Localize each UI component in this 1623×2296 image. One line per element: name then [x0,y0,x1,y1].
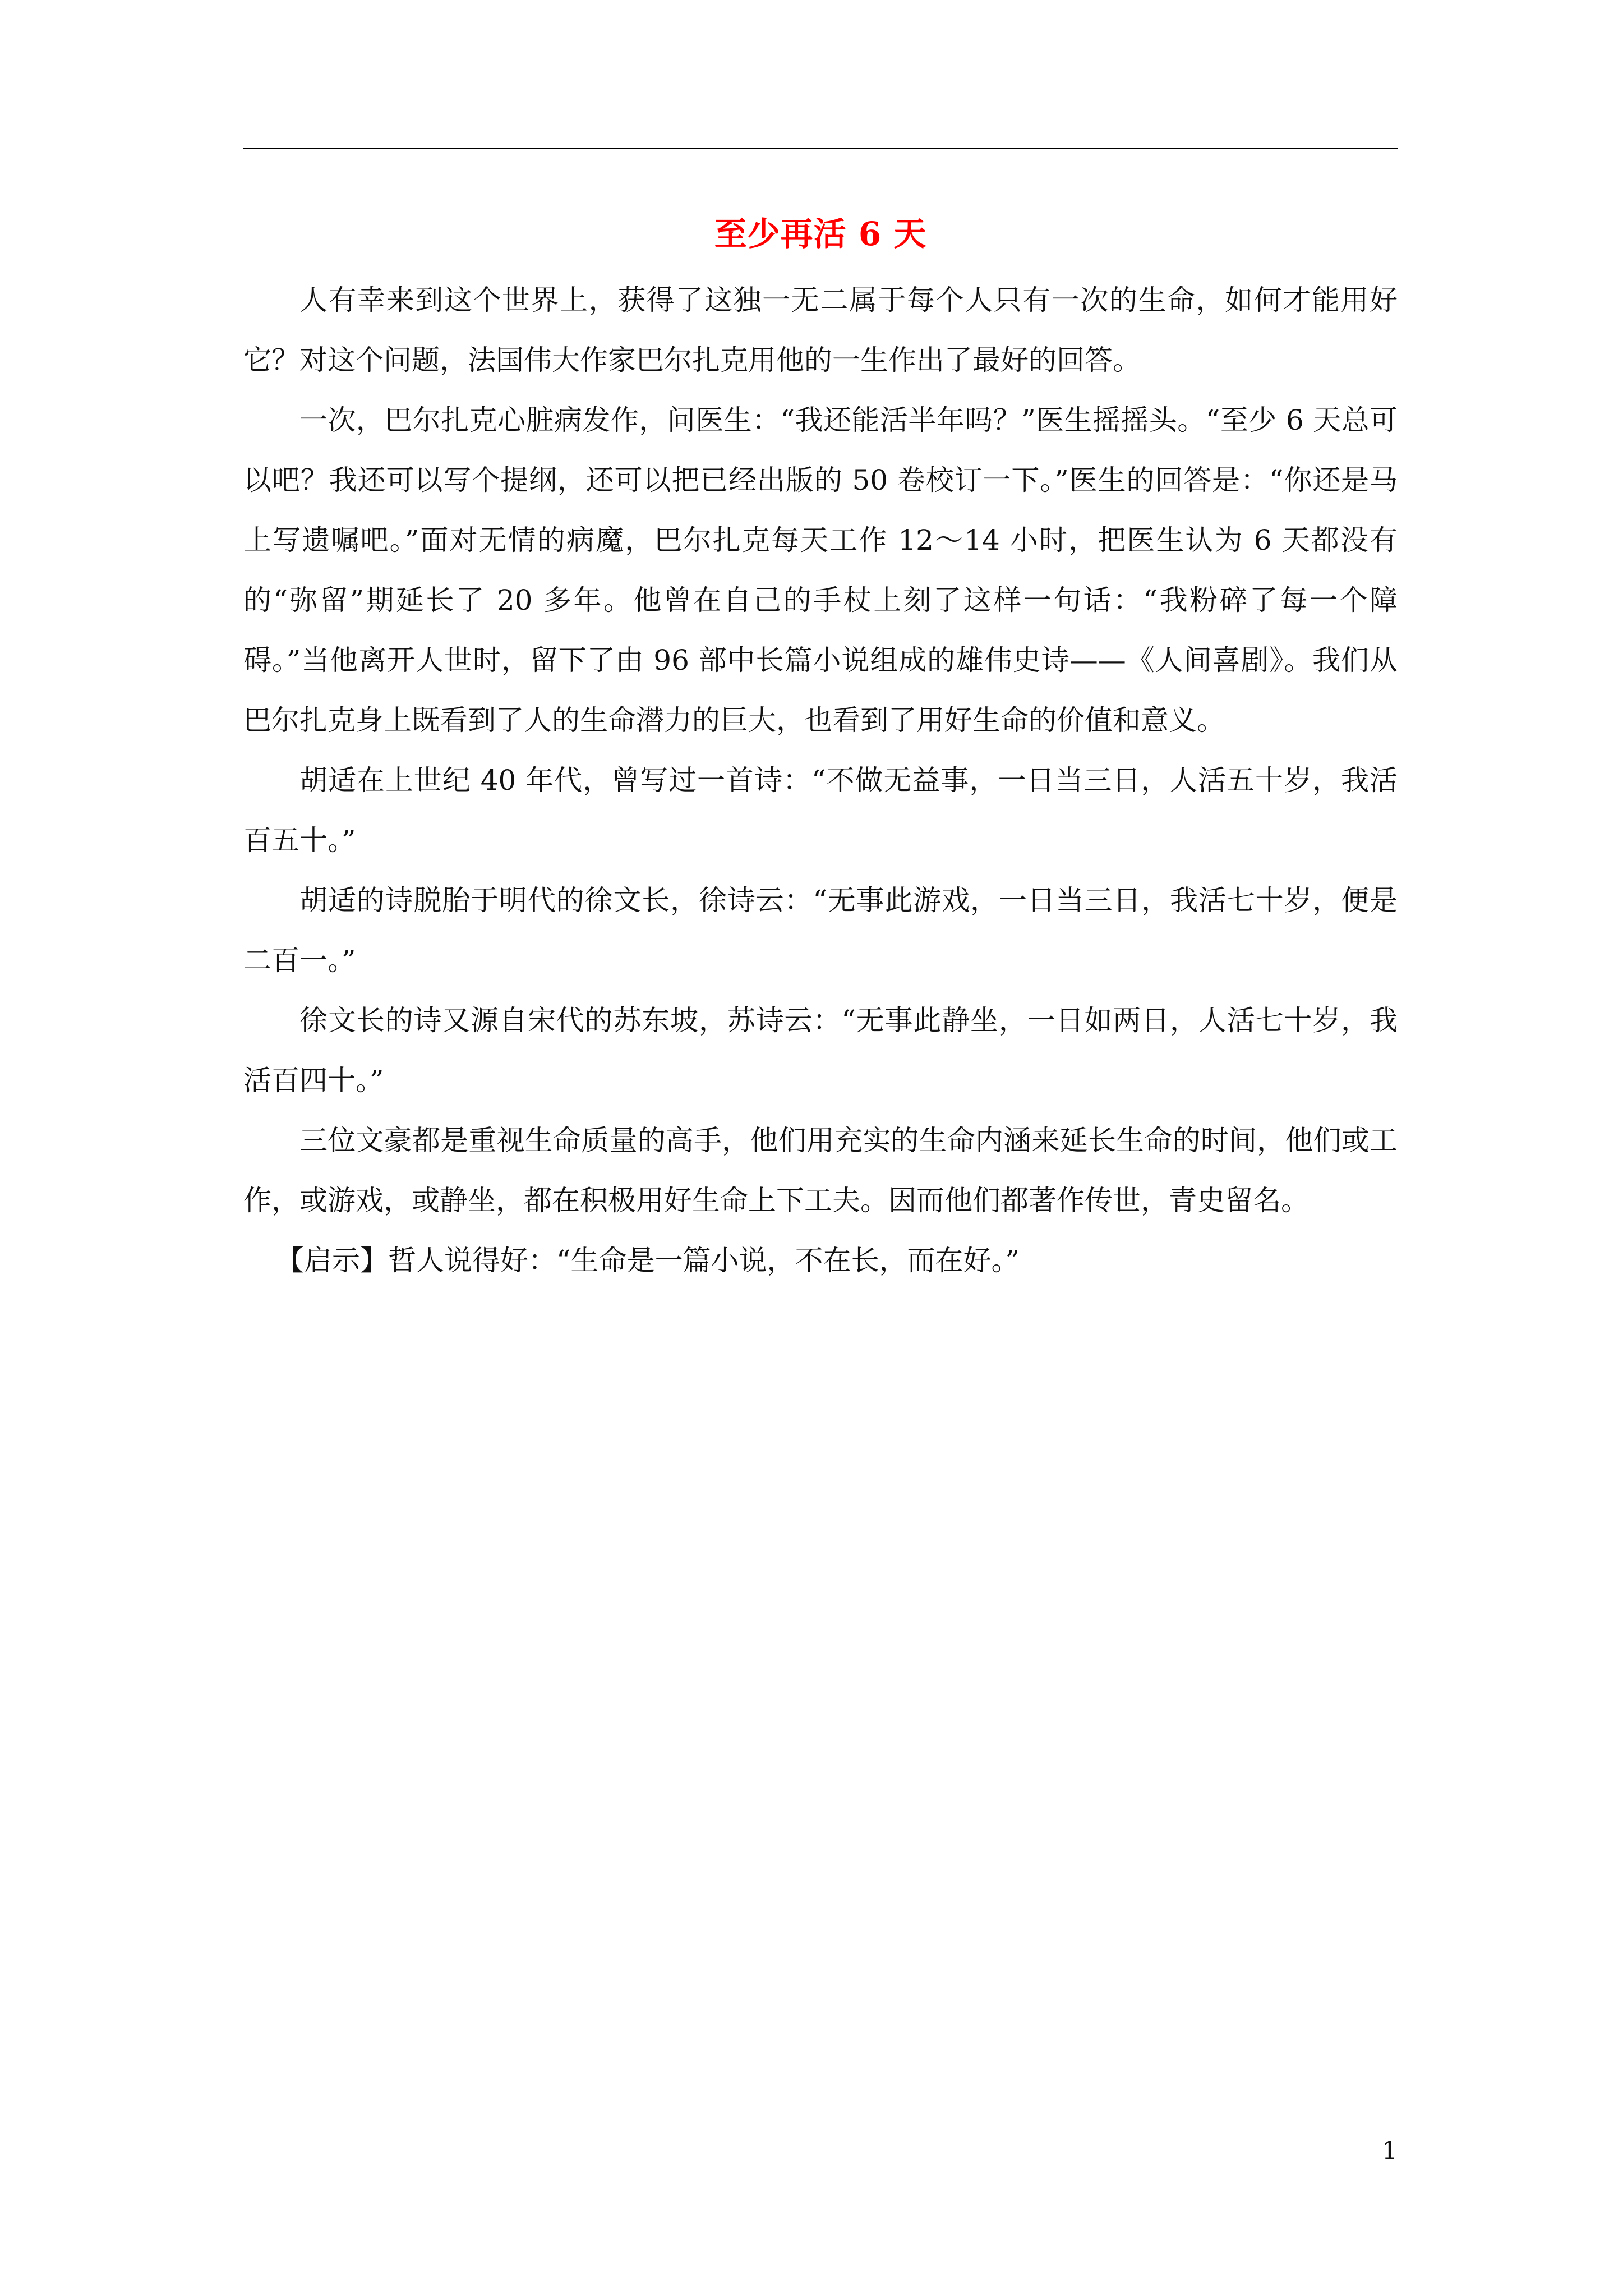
header-rule [243,148,1398,149]
article-body [243,270,1398,1291]
body-paragraph-5: 徐文长的诗又源自宋代的苏东坡，苏诗云：“无事此静坐，一日如两日，人活七十岁，我活百四十。” [243,1004,1398,1097]
insight-paragraph: 【启示】哲人说得好：“生命是一篇小说，不在长，而在好。” [276,1244,1020,1277]
page-number: 1 [1382,2137,1398,2165]
body-paragraph-3: 胡适在上世纪 40 年代，曾写过一首诗：“不做无益事，一日当三日，人活五十岁，我活百五十。” [243,764,1398,857]
body-paragraph-1: 人有幸来到这个世界上，获得了这独一无二属于每个人只有一次的生命，如何才能用好它？对这个问题，法国伟大作家巴尔扎克用他的一生作出了最好的回答。 [243,284,1398,376]
article-title: 至少再活 6 天 [714,215,927,253]
body-paragraph-6: 三位文豪都是重视生命质量的高手，他们用充实的生命内涵来延长生命的时间，他们或工作，或游戏，或静坐，都在积极用好生命上下工夫。因而他们都著作传世，青史留名。 [243,1124,1398,1217]
body-paragraph-4: 胡适的诗脱胎于明代的徐文长，徐诗云：“无事此游戏，一日当三日，我活七十岁，便是二百一。” [243,884,1398,977]
body-paragraph-2: 一次，巴尔扎克心脏病发作，问医生：“我还能活半年吗？”医生摇摇头。“至少 6 天总可以吧？我还可以写个提纲，还可以把已经出版的 50 卷校订一下。”医生的回答是：“你还是马上写遗嘱吧。”面对无情的病魔，巴尔扎克每天工作 12～14 小时，把医生认为 6 天都没有的“弥留”期延长了 20 多年。他曾在自己的手杖上刻了这样一句话：“我粉碎了每一个障碍。”当他离开人世时，留下了由 96 部中长篇小说组成的雄伟史诗——《人间喜剧》。我们从巴尔扎克身上既看到了人的生命潜力的巨大，也看到了用好生命的价值和意义。 [243,404,1398,737]
